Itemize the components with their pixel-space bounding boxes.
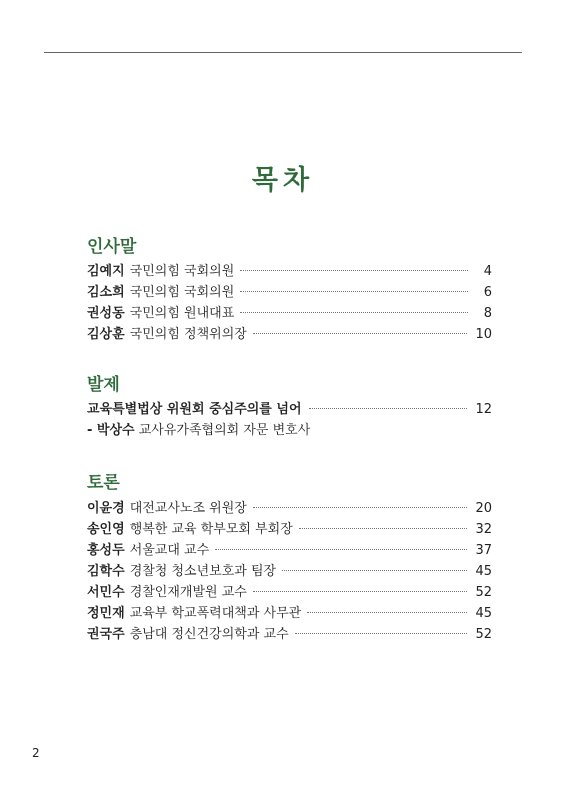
toc-entry[interactable]: [87, 260, 492, 280]
entry-name: 김소희: [87, 285, 125, 300]
dot-leader: [240, 270, 468, 271]
entry-name: 권성동: [87, 306, 125, 321]
toc-entry[interactable]: [87, 623, 492, 643]
entry-name: 송인영: [87, 522, 125, 537]
presenter-name: - 박상수: [87, 423, 135, 438]
entry-name: 홍성두: [87, 543, 125, 558]
entry-name: 김예지: [87, 264, 125, 279]
entry-role: 교육부 학교폭력대책과 사무관: [129, 606, 302, 621]
toc-entry[interactable]: [87, 281, 492, 301]
entry-page: 52: [475, 585, 492, 600]
entry-page: 37: [475, 543, 492, 558]
toc-entry[interactable]: [87, 581, 492, 601]
entry-page: 45: [475, 564, 492, 579]
dot-leader: [307, 612, 467, 613]
entry-name: 이윤경: [87, 501, 125, 516]
entry-name: 서민수: [87, 585, 125, 600]
entry-page: 52: [475, 627, 492, 642]
section-heading-greetings: 인사말: [87, 237, 137, 257]
toc-entry[interactable]: [87, 539, 492, 559]
page-number: 2: [32, 746, 40, 760]
dot-leader: [240, 291, 468, 292]
dot-leader: [295, 633, 468, 634]
entry-page: 6: [483, 285, 492, 300]
toc-entry[interactable]: [87, 398, 492, 418]
presenter-role: 교사유가족협의회 자문 변호사: [138, 423, 311, 438]
entry-role: 국민의힘 국회의원: [129, 285, 235, 300]
dot-leader: [253, 507, 468, 508]
toc-entry[interactable]: [87, 302, 492, 322]
entry-role: 국민의힘 정책위의장: [129, 327, 247, 342]
entry-role: 국민의힘 원내대표: [129, 306, 235, 321]
toc-entry[interactable]: [87, 323, 492, 343]
top-rule: [44, 52, 522, 53]
entry-name: 김학수: [87, 564, 125, 579]
dot-leader: [299, 528, 468, 529]
presenter-line: [87, 419, 310, 438]
dot-leader: [282, 570, 467, 571]
entry-name: 권국주: [87, 627, 125, 642]
entry-page: 10: [475, 327, 492, 342]
dot-leader: [253, 333, 468, 334]
entry-name: 김상훈: [87, 327, 125, 342]
toc-entry[interactable]: [87, 602, 492, 622]
dot-leader: [309, 408, 468, 409]
entry-name: 정민재: [87, 606, 125, 621]
entry-role: 서울교대 교수: [129, 543, 210, 558]
toc-entry[interactable]: [87, 560, 492, 580]
entry-role: 행복한 교육 학부모회 부회장: [129, 522, 293, 537]
entry-role: 대전교사노조 위원장: [129, 501, 247, 516]
dot-leader: [240, 312, 468, 313]
entry-name: 교육특별법상 위원회 중심주의를 넘어: [87, 402, 302, 417]
dot-leader: [253, 591, 468, 592]
entry-role: 경찰청 청소년보호과 팀장: [129, 564, 277, 579]
entry-page: 4: [483, 264, 492, 279]
section-heading-presentation: 발제: [87, 375, 120, 395]
entry-page: 20: [475, 501, 492, 516]
page-title: 목차: [251, 165, 315, 196]
entry-role: 국민의힘 국회의원: [129, 264, 235, 279]
dot-leader: [215, 549, 467, 550]
entry-page: 12: [475, 402, 492, 417]
entry-page: 8: [483, 306, 492, 321]
entry-role: 충남대 정신건강의학과 교수: [129, 627, 289, 642]
entry-role: 경찰인재개발원 교수: [129, 585, 247, 600]
toc-entry[interactable]: [87, 518, 492, 538]
section-heading-discussion: 토론: [87, 473, 120, 493]
toc-entry[interactable]: [87, 497, 492, 517]
entry-page: 45: [475, 606, 492, 621]
entry-page: 32: [475, 522, 492, 537]
